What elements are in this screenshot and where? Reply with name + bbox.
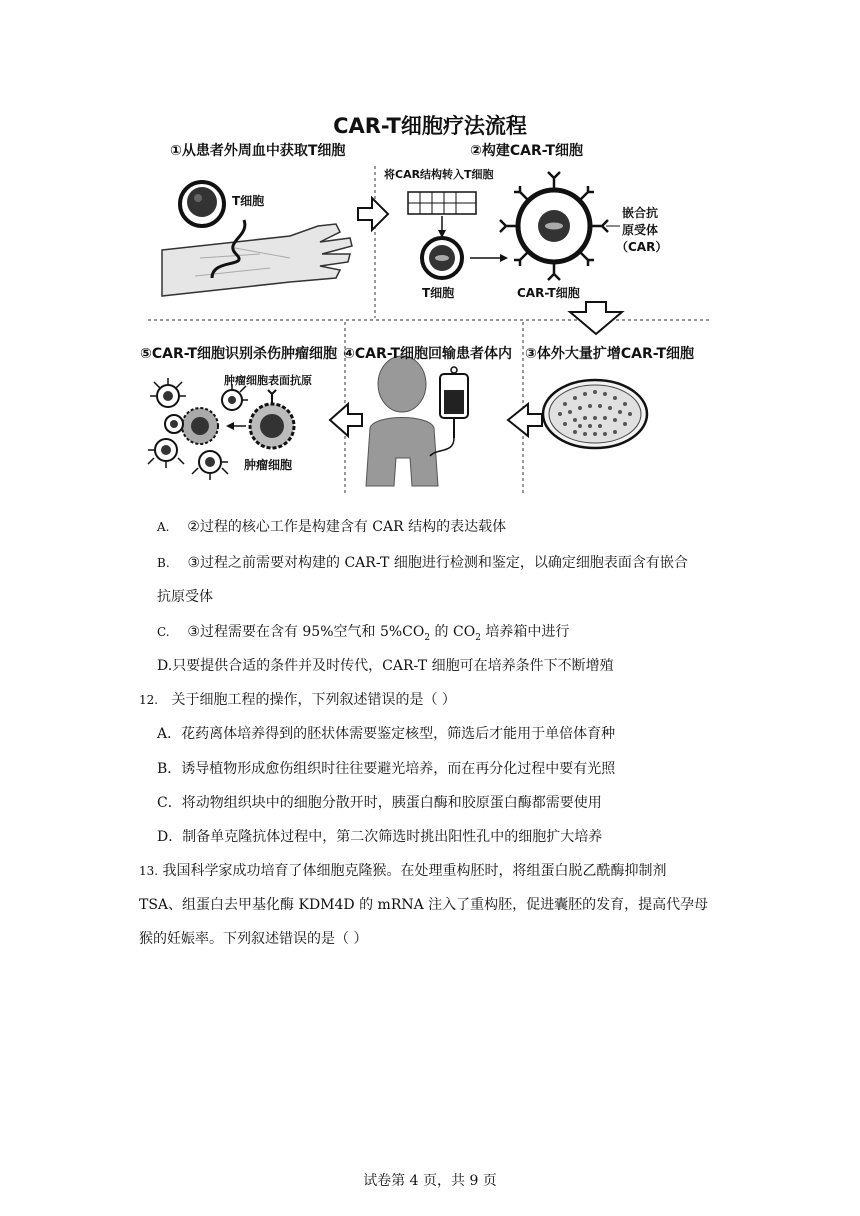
t-cell-icon-2 [422,238,462,278]
transfer-label: 将CAR结构转入T细胞 [384,168,494,181]
option-mark: A. [157,520,170,534]
question-stem: 我国科学家成功培育了体细胞克隆猴。在处理重构胚时，将组蛋白脱乙酰酶抑制剂 [158,863,667,879]
thin-arrow-head-icon [500,254,508,262]
flow-arrow-left-icon-1 [508,404,542,436]
car-label-line-2: 原受体 [622,223,659,237]
t-cell-label-1: T细胞 [232,194,265,208]
q12-option-c: C．将动物组织块中的细胞分散开时，胰蛋白酶和胶原蛋白酶都需要使用 [157,795,602,811]
subscript: 2 [475,632,481,643]
car-label-line-1: 嵌合抗 [622,206,659,220]
car-label-line-3: （CAR） [616,240,668,254]
q11-option-d [157,655,614,675]
q11-option-c [157,621,569,643]
option-text: ③过程需要在含有 95%空气和 5%CO [187,624,425,640]
option-mark: C. [157,625,170,639]
question-stem: 关于细胞工程的操作，下列叙述错误的是（ ） [171,692,456,708]
car-t-cell-icon [500,172,620,280]
tumor-cell-icon [250,390,294,448]
step-3-label: ③体外大量扩增CAR-T细胞 [525,346,695,362]
option-text: 的 CO [430,624,476,640]
q12-option-d: D．制备单克隆抗体过程中，第二次筛选时挑出阳性孔中的细胞扩大培养 [157,829,603,845]
page-footer: 试卷第 4 页，共 9 页 [363,1173,497,1189]
q13-line-3: 猴的妊娠率。下列叙述错误的是（ ） [139,931,368,947]
option-text: ②过程的核心工作是构建含有 CAR 结构的表达载体 [187,519,507,535]
patient-icon [366,356,438,486]
step-5-label: ⑤CAR-T细胞识别杀伤肿瘤细胞 [140,346,338,362]
q11-option-b-continued [157,586,213,606]
q13-line-1 [139,860,667,880]
tumor-antigen-label: 肿瘤细胞表面抗原 [224,374,312,387]
thin-arrow-left-head-icon [226,422,234,430]
q13-line-2: TSA、组蛋白去甲基化酶 KDM4D 的 mRNA 注入了重构胚，促进囊胚的发育，提高代孕母 [139,897,709,913]
q11-option-a [157,516,506,536]
q11-option-b [157,552,688,572]
option-text: 培养箱中进行 [480,624,570,640]
question-number: 13. [139,864,159,878]
option-text: ③过程之前需要对构建的 CAR-T 细胞进行检测和鉴定，以确定细胞表面含有嵌合 [187,555,688,571]
step-2-label: ②构建CAR-T细胞 [470,143,584,159]
option-text: 抗原受体 [157,589,213,605]
option-text: 只要提供合适的条件并及时传代，CAR-T 细胞可在培养条件下不断增殖 [172,658,614,674]
question-number: 12. [139,693,159,707]
flow-arrow-left-icon-2 [330,404,362,436]
tumor-cell-label: 肿瘤细胞 [244,458,293,472]
dna-construct-icon [408,192,476,238]
figure-title: CAR-T细胞疗法流程 [333,114,527,138]
iv-bag-icon [430,367,468,456]
flow-arrow-down-icon [570,302,622,334]
t-cell-icon-1 [180,182,224,226]
q12-option-a: A．花药离体培养得到的胚状体需要鉴定核型，筛选后才能用于单倍体育种 [157,726,616,742]
option-mark: B. [157,556,170,570]
step-1-label: ①从患者外周血中获取T细胞 [170,143,346,159]
subscript: 2 [424,632,431,643]
petri-dish-icon [543,380,647,448]
flow-arrow-right-icon [358,198,388,230]
q12-stem [139,689,456,709]
t-cell-label-2: T细胞 [422,286,455,300]
option-mark: D. [157,658,173,674]
car-t-cell-label: CAR-T细胞 [517,286,580,300]
car-t-flow-figure [140,108,720,498]
q12-option-b: B．诱导植物形成愈伤组织时往往要避光培养，而在再分化过程中要有光照 [157,761,616,777]
step-4-label: ④CAR-T细胞回输患者体内 [343,346,513,362]
